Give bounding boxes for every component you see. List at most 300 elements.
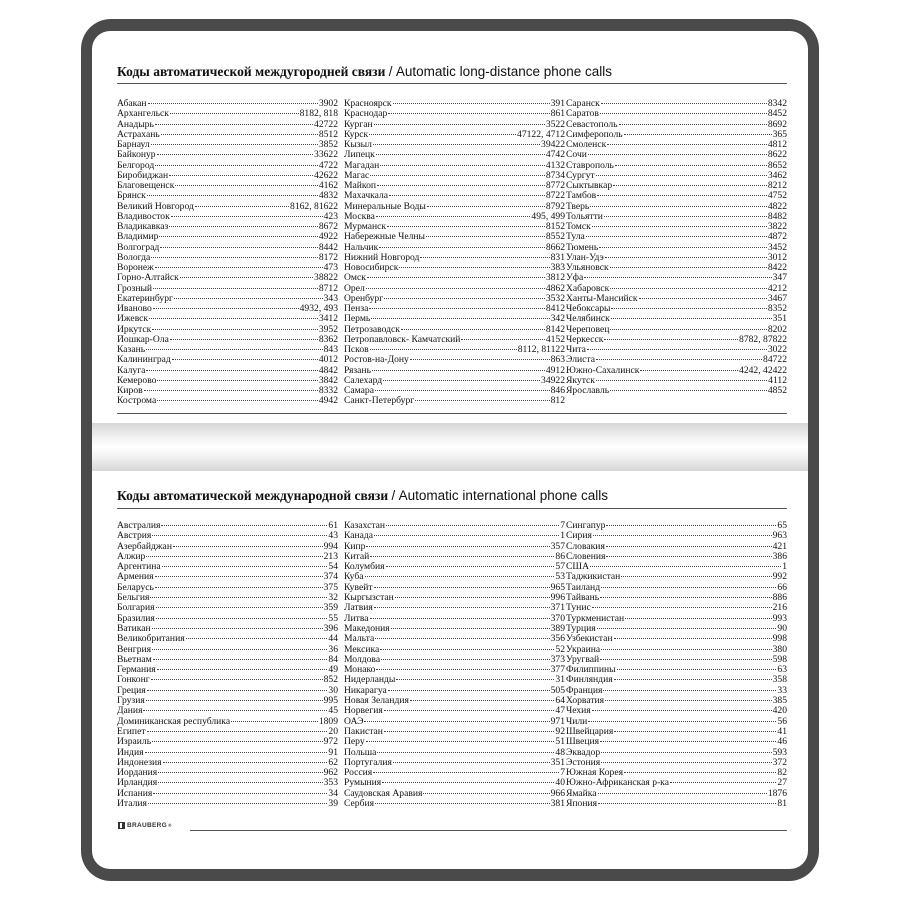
dot-leader xyxy=(388,690,550,691)
entry-code: 52 xyxy=(555,644,565,655)
dot-leader xyxy=(592,226,767,227)
entry-name: Новосибирск xyxy=(344,263,399,273)
code-entry xyxy=(117,325,338,335)
entry-name: Румыния xyxy=(344,778,382,789)
code-entry xyxy=(344,222,565,232)
dot-leader xyxy=(169,175,313,176)
entry-name: Бельгия xyxy=(117,593,150,604)
code-entry xyxy=(117,263,338,273)
dot-leader xyxy=(375,803,550,804)
dot-leader xyxy=(588,154,767,155)
entry-code: 49 xyxy=(328,665,338,676)
dot-leader xyxy=(174,298,323,299)
entry-code: 4872 xyxy=(767,232,787,243)
entry-name: Ижевск xyxy=(117,314,149,325)
entry-code: 63 xyxy=(777,665,787,676)
entry-name: Китай xyxy=(344,551,370,562)
dot-leader xyxy=(161,525,327,526)
code-entry xyxy=(566,552,787,562)
code-entry xyxy=(117,655,338,665)
title-separator: / xyxy=(388,64,393,79)
entry-name: Грозный xyxy=(117,283,153,294)
entry-name: Тверь xyxy=(566,201,590,212)
dot-leader xyxy=(195,206,289,207)
dot-leader xyxy=(156,618,328,619)
long-distance-bottom-rule xyxy=(117,413,787,414)
entry-code: 351 xyxy=(550,757,565,768)
code-entry xyxy=(117,696,338,706)
entry-name: Тюмень xyxy=(566,242,599,253)
entry-code: 4112 xyxy=(768,375,787,386)
entry-code: 971 xyxy=(550,716,565,727)
entry-code: 4912 xyxy=(545,365,565,376)
entry-code: 30 xyxy=(328,685,338,696)
dot-leader xyxy=(604,216,767,217)
dot-leader xyxy=(146,349,323,350)
long-distance-column-1 xyxy=(117,99,338,407)
code-entry xyxy=(117,737,338,747)
code-entry xyxy=(117,386,338,396)
dot-leader xyxy=(384,298,545,299)
code-entry xyxy=(117,748,338,758)
dot-leader xyxy=(604,339,738,340)
entry-code: 4862 xyxy=(545,283,565,294)
code-entry xyxy=(566,717,787,727)
entry-name: Аргентина xyxy=(117,562,161,573)
dot-leader xyxy=(614,638,772,639)
entry-name: Казахстан xyxy=(344,521,386,531)
code-entry xyxy=(344,243,565,253)
dot-leader xyxy=(155,576,323,577)
entry-name: Тольятти xyxy=(566,211,603,222)
entry-name: Ирландия xyxy=(117,778,158,789)
dot-leader xyxy=(391,628,550,629)
long-distance-column-2 xyxy=(344,99,565,407)
dot-leader xyxy=(624,134,772,135)
entry-name: Череповец xyxy=(566,324,610,335)
code-entry xyxy=(117,120,338,130)
entry-name: Омск xyxy=(344,273,366,284)
code-entry xyxy=(117,273,338,283)
code-entry xyxy=(344,603,565,613)
entry-name: Туркменистан xyxy=(566,613,625,624)
code-entry xyxy=(566,583,787,593)
dot-leader xyxy=(379,247,544,248)
entry-code: 886 xyxy=(772,593,787,604)
code-entry xyxy=(566,130,787,140)
code-entry xyxy=(344,314,565,324)
dot-leader xyxy=(146,556,322,557)
dot-leader xyxy=(587,349,767,350)
dot-leader xyxy=(147,195,318,196)
entry-name: Пенза xyxy=(344,304,369,314)
code-entry xyxy=(566,593,787,603)
code-entry xyxy=(566,243,787,253)
entry-name: Испания xyxy=(117,788,153,799)
dot-leader xyxy=(159,236,317,237)
entry-name: Смоленск xyxy=(566,140,607,150)
code-entry xyxy=(566,675,787,685)
dot-leader xyxy=(376,669,549,670)
dot-leader xyxy=(586,236,767,237)
code-entry xyxy=(566,253,787,263)
entry-name: Красноярск xyxy=(344,99,392,109)
entry-name: Кемерово xyxy=(117,375,157,386)
entry-code: 4152 xyxy=(545,334,565,345)
dot-leader xyxy=(155,165,318,166)
dot-leader xyxy=(611,308,766,309)
code-entry xyxy=(117,171,338,181)
code-entry xyxy=(117,645,338,655)
code-entry xyxy=(117,202,338,212)
entry-code: 64 xyxy=(555,696,565,707)
code-entry xyxy=(344,109,565,119)
code-entry xyxy=(344,325,565,335)
entry-code: 8112, 81122 xyxy=(517,345,565,355)
code-entry xyxy=(344,675,565,685)
entry-name: Нидерланды xyxy=(344,675,396,686)
entry-name: Санкт-Петербург xyxy=(344,396,415,407)
dot-leader xyxy=(146,370,317,371)
brand-logo-icon xyxy=(118,822,125,829)
entry-name: Тамбов xyxy=(566,191,597,202)
entry-code: 3952 xyxy=(318,324,338,335)
code-entry xyxy=(117,624,338,634)
dot-leader xyxy=(175,185,317,186)
dot-leader xyxy=(427,206,545,207)
entry-code: 4812 xyxy=(767,140,787,150)
entry-code: 34 xyxy=(328,788,338,799)
code-entry xyxy=(566,665,787,675)
code-entry xyxy=(566,624,787,634)
entry-code: 8552 xyxy=(545,232,565,243)
entry-code: 4212 xyxy=(767,283,787,294)
entry-code: 389 xyxy=(550,623,565,634)
dot-leader xyxy=(384,731,554,732)
dot-leader xyxy=(386,566,555,567)
dot-leader xyxy=(370,618,550,619)
dot-leader xyxy=(614,679,772,680)
entry-code: 32 xyxy=(328,593,338,604)
code-entry xyxy=(117,253,338,263)
code-entry xyxy=(117,531,338,541)
entry-code: 41 xyxy=(777,726,787,737)
entry-name: Финляндия xyxy=(566,675,613,686)
entry-code: 4722 xyxy=(318,160,338,171)
dot-leader xyxy=(369,308,544,309)
entry-code: 4162 xyxy=(318,181,338,191)
entry-code: 863 xyxy=(550,355,565,366)
dot-leader xyxy=(393,762,550,763)
code-entry xyxy=(566,202,787,212)
entry-code: 385 xyxy=(772,696,787,707)
entry-code: 421 xyxy=(772,541,787,552)
entry-name: Пермь xyxy=(344,314,371,325)
entry-code: 8512 xyxy=(318,129,338,140)
entry-name: Грузия xyxy=(117,696,145,707)
entry-name: Южно-Африканская р-ка xyxy=(566,778,669,789)
dot-leader xyxy=(596,380,767,381)
entry-code: 473 xyxy=(323,263,338,273)
entry-code: 81 xyxy=(777,799,787,810)
code-entry xyxy=(117,799,338,809)
entry-name: Томск xyxy=(566,222,591,232)
entry-name: Россия xyxy=(344,768,373,779)
entry-name: Эстония xyxy=(566,757,601,768)
entry-code: 84 xyxy=(328,654,338,665)
entry-code: 993 xyxy=(772,613,787,624)
entry-code: 342 xyxy=(550,314,565,325)
dot-leader xyxy=(366,546,549,547)
entry-code: 8652 xyxy=(767,160,787,171)
entry-name: Горно-Алтайск xyxy=(117,273,179,284)
entry-name: Магадан xyxy=(344,160,380,171)
entry-code: 8352 xyxy=(767,304,787,314)
code-entry xyxy=(566,542,787,552)
entry-code: 992 xyxy=(772,572,787,583)
entry-name: Архангельск xyxy=(117,109,169,120)
dot-leader xyxy=(153,659,328,660)
code-entry xyxy=(566,376,787,386)
entry-code: 45 xyxy=(328,706,338,717)
entry-name: Швейцария xyxy=(566,726,614,737)
entry-name: Псков xyxy=(344,345,369,355)
dot-leader xyxy=(146,700,323,701)
entry-code: 396 xyxy=(323,623,338,634)
entry-name: Словения xyxy=(566,551,606,562)
entry-code: 8712 xyxy=(318,283,338,294)
dot-leader xyxy=(373,772,559,773)
dot-leader xyxy=(606,525,776,526)
entry-code: 846 xyxy=(550,386,565,396)
dot-leader xyxy=(670,782,776,783)
dot-leader xyxy=(169,226,317,227)
code-entry xyxy=(344,191,565,201)
entry-code: 3522 xyxy=(545,119,565,130)
entry-name: Таиланд xyxy=(566,582,601,593)
entry-name: Минеральные Воды xyxy=(344,201,426,212)
dot-leader xyxy=(415,400,549,401)
dot-leader xyxy=(153,793,327,794)
entry-name: Курган xyxy=(344,119,373,130)
dot-leader xyxy=(377,185,545,186)
code-entry xyxy=(117,706,338,716)
dot-leader xyxy=(639,298,767,299)
code-entry xyxy=(117,376,338,386)
entry-name: Франция xyxy=(566,685,603,696)
entry-code: 8422 xyxy=(767,263,787,273)
dot-leader xyxy=(598,803,776,804)
dot-leader xyxy=(382,782,554,783)
entry-code: 33622 xyxy=(314,150,338,161)
entry-code: 8734 xyxy=(545,170,565,181)
entry-name: Литва xyxy=(344,613,369,624)
dot-leader xyxy=(369,134,516,135)
entry-code: 1809 xyxy=(318,716,338,727)
entry-code: 8482 xyxy=(767,211,787,222)
entry-code: 20 xyxy=(328,726,338,737)
dot-leader xyxy=(377,752,554,753)
dot-leader xyxy=(610,267,767,268)
entry-code: 46 xyxy=(777,737,787,748)
code-entry xyxy=(566,386,787,396)
dot-leader xyxy=(384,710,555,711)
entry-name: Курск xyxy=(344,129,369,140)
code-entry xyxy=(566,212,787,222)
dot-leader xyxy=(156,607,323,608)
entry-name: Пакистан xyxy=(344,726,383,737)
international-column-2 xyxy=(344,521,565,809)
entry-code: 861 xyxy=(550,109,565,120)
code-entry xyxy=(117,109,338,119)
dot-leader xyxy=(157,400,318,401)
code-entry xyxy=(344,396,565,406)
dot-leader xyxy=(170,113,299,114)
entry-name: Болгария xyxy=(117,603,155,614)
entry-name: Иордания xyxy=(117,768,158,779)
entry-name: Ярославль xyxy=(566,386,610,396)
entry-name: Италия xyxy=(117,799,147,810)
code-entry xyxy=(566,294,787,304)
entry-name: Самара xyxy=(344,386,374,396)
entry-code: 36 xyxy=(328,644,338,655)
code-entry xyxy=(344,120,565,130)
dot-leader xyxy=(601,649,771,650)
entry-code: 216 xyxy=(772,603,787,614)
code-entry xyxy=(117,366,338,376)
entry-name: Норвегия xyxy=(344,706,383,717)
entry-code: 3842 xyxy=(318,375,338,386)
dot-leader xyxy=(395,597,550,598)
code-entry xyxy=(344,614,565,624)
code-entry xyxy=(566,99,787,109)
entry-code: 4752 xyxy=(767,191,787,202)
entry-code: 3452 xyxy=(767,242,787,253)
entry-code: 44 xyxy=(328,634,338,645)
entry-code: 47122, 4712 xyxy=(517,129,565,140)
entry-code: 375 xyxy=(323,582,338,593)
entry-code: 39422 xyxy=(541,140,565,150)
entry-name: Ямайка xyxy=(566,788,597,799)
entry-code: 8152 xyxy=(545,222,565,232)
entry-code: 843 xyxy=(323,345,338,355)
entry-name: Липецк xyxy=(344,150,375,161)
entry-code: 54 xyxy=(328,562,338,573)
entry-name: Словакия xyxy=(566,541,605,552)
entry-name: Южно-Сахалинск xyxy=(566,365,640,376)
title-separator: / xyxy=(391,488,396,503)
entry-name: Украина xyxy=(566,644,601,655)
dot-leader xyxy=(386,525,559,526)
entry-name: Владикавказ xyxy=(117,222,169,232)
entry-code: 34922 xyxy=(541,375,565,386)
entry-name: Рязань xyxy=(344,365,371,376)
entry-code: 62 xyxy=(328,757,338,768)
entry-name: Барнаул xyxy=(117,140,150,150)
brand-name: BRAUBERG xyxy=(127,822,167,829)
entry-code: 4842 xyxy=(318,365,338,376)
dot-leader xyxy=(370,349,517,350)
entry-name: Калуга xyxy=(117,365,146,376)
code-entry xyxy=(344,521,565,531)
entry-name: Владивосток xyxy=(117,211,170,222)
code-entry xyxy=(566,314,787,324)
entry-name: Вьетнам xyxy=(117,654,152,665)
code-entry xyxy=(344,645,565,655)
entry-name: Куба xyxy=(344,572,364,583)
entry-name: Набережные Челны xyxy=(344,232,425,243)
code-entry xyxy=(344,717,565,727)
entry-code: 57 xyxy=(555,562,565,573)
entry-code: 8362 xyxy=(318,334,338,345)
dot-leader xyxy=(605,700,772,701)
entry-name: Монако xyxy=(344,665,376,676)
entry-code: 373 xyxy=(550,654,565,665)
entry-name: Екатеринбург xyxy=(117,293,173,304)
entry-code: 495, 499 xyxy=(531,211,565,222)
dot-leader xyxy=(396,679,554,680)
code-entry xyxy=(117,130,338,140)
dot-leader xyxy=(592,607,772,608)
entry-name: Мексика xyxy=(344,644,380,655)
dot-leader xyxy=(170,339,318,340)
entry-name: Брянск xyxy=(117,191,146,202)
dot-leader xyxy=(153,288,318,289)
entry-name: Латвия xyxy=(344,603,373,614)
entry-code: 1 xyxy=(782,562,787,573)
code-entry xyxy=(344,768,565,778)
entry-code: 53 xyxy=(555,572,565,583)
entry-code: 343 xyxy=(323,293,338,304)
entry-name: Греция xyxy=(117,685,146,696)
dot-leader xyxy=(592,710,772,711)
dot-leader xyxy=(155,124,313,125)
entry-name: Австралия xyxy=(117,521,161,531)
dot-leader xyxy=(590,566,781,567)
dot-leader xyxy=(157,380,317,381)
entry-code: 8672 xyxy=(318,222,338,232)
dot-leader xyxy=(374,535,559,536)
entry-name: Доминиканская республика xyxy=(117,716,231,727)
entry-name: Астрахань xyxy=(117,129,160,140)
entry-code: 995 xyxy=(323,696,338,707)
entry-name: Владимир xyxy=(117,232,159,243)
entry-code: 4832 xyxy=(318,191,338,202)
code-entry xyxy=(344,593,565,603)
dot-leader xyxy=(152,649,327,650)
footer-rule xyxy=(190,830,787,831)
entry-name: Иркутск xyxy=(117,324,152,335)
code-entry xyxy=(344,232,565,242)
entry-name: Москва xyxy=(344,211,375,222)
dot-leader xyxy=(163,762,328,763)
code-entry xyxy=(117,181,338,191)
dot-leader xyxy=(621,576,771,577)
dot-leader xyxy=(370,556,554,557)
dot-leader xyxy=(149,318,318,319)
code-entry xyxy=(117,717,338,727)
entry-code: 4932, 493 xyxy=(299,304,338,314)
dot-leader xyxy=(610,390,767,391)
code-entry xyxy=(566,727,787,737)
dot-leader xyxy=(160,247,318,248)
dot-leader xyxy=(610,329,766,330)
dot-leader xyxy=(374,607,550,608)
dot-leader xyxy=(372,370,545,371)
dot-leader xyxy=(625,618,771,619)
dot-leader xyxy=(155,587,323,588)
code-entry xyxy=(344,386,565,396)
